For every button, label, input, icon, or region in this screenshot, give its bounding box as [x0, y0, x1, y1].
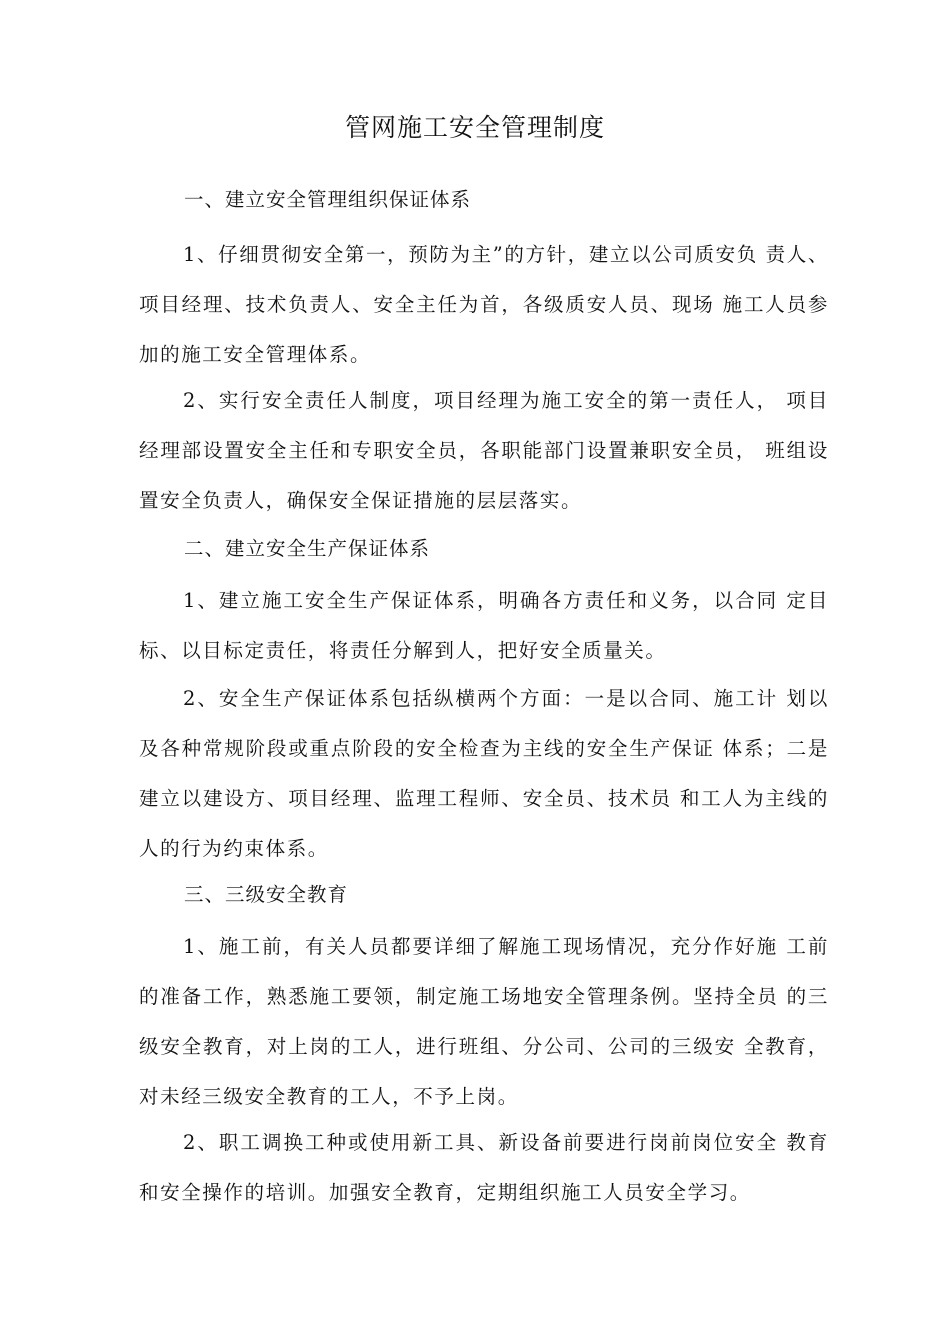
section-heading-2: 二、建立安全生产保证体系	[184, 537, 431, 560]
section-3-paragraph-1: 1、施工前，有关人员都要详细了解施工现场情况，充分作好施 工前的准备工作，熟悉施工要领，制定施工场地安全管理条例。坚持全员 的三级安全教育，对上岗的工人，进行班组、分公司、公司的三级安 全教育，对未经三级安全教育的工人，不予上岗。	[139, 935, 829, 1108]
document-title: 管网施工安全管理制度	[344, 113, 605, 142]
section-heading-3: 三、三级安全教育	[184, 883, 349, 906]
section-2-paragraph-1: 1、建立施工安全生产保证体系，明确各方责任和义务，以合同 定目标、以目标定责任，将责任分解到人，把好安全质量关。	[139, 589, 829, 662]
section-3-paragraph-2: 2、职工调换工种或使用新工具、新设备前要进行岗前岗位安全 教育和安全操作的培训。加强安全教育，定期组织施工人员安全学习。	[139, 1131, 829, 1204]
section-1-paragraph-2: 2、实行安全责任人制度，项目经理为施工安全的第一责任人， 项目经理部设置安全主任和专职安全员，各职能部门设置兼职安全员， 班组设置安全负责人，确保安全保证措施的层层落实。	[139, 389, 829, 512]
section-1-paragraph-1: 1、仔细贯彻安全第一，预防为主”的方针，建立以公司质安负 责人、项目经理、技术负责人、安全主任为首，各级质安人员、现场 施工人员参加的施工安全管理体系。	[139, 243, 829, 366]
section-2-paragraph-2: 2、安全生产保证体系包括纵横两个方面：一是以合同、施工计 划以及各种常规阶段或重点阶段的安全检查为主线的安全生产保证 体系；二是建立以建设方、项目经理、监理工程师、安全员、技术员 和工人为主线的人的行为约束体系。	[139, 687, 829, 860]
section-heading-1: 一、建立安全管理组织保证体系	[184, 188, 472, 211]
